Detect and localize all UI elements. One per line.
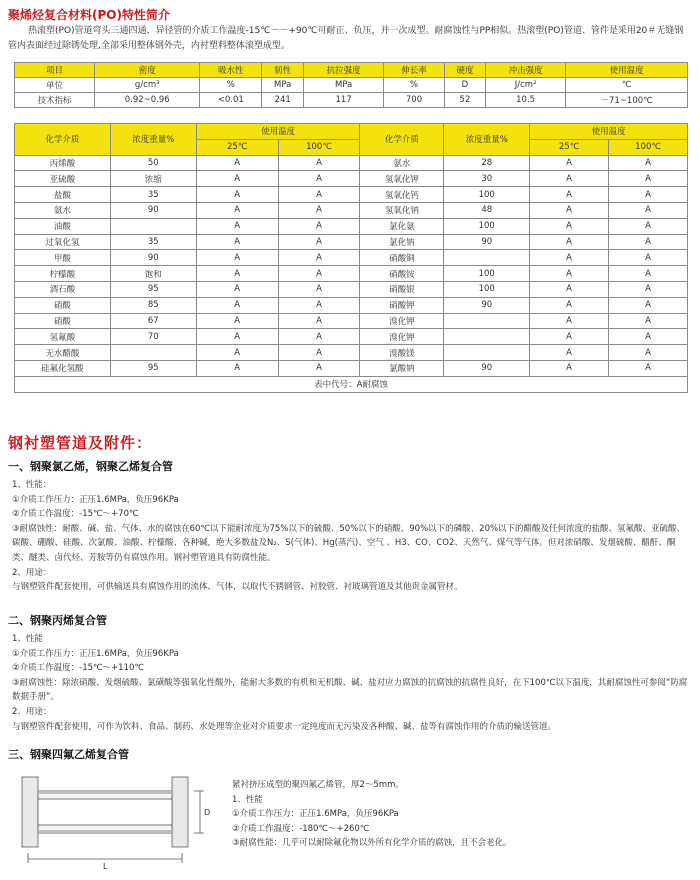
chem-header-100c: 100℃: [609, 139, 688, 155]
chem-footnote-row: [15, 376, 688, 392]
chem-25c: A: [530, 218, 609, 234]
chem-concentration: [110, 218, 196, 234]
chem-medium: 氨水: [360, 155, 444, 171]
chem-medium: 氢氧化钾: [360, 171, 444, 187]
chem-concentration: 95: [110, 281, 196, 297]
chem-medium: 盐酸: [15, 187, 111, 203]
prop-value: 241: [262, 93, 304, 108]
prop-header: 密度: [95, 63, 200, 78]
chem-100c: A: [609, 234, 688, 250]
chem-100c: A: [609, 360, 688, 376]
pipe-liner: [38, 799, 172, 825]
chem-25c: A: [530, 250, 609, 266]
chem-100c: A: [278, 250, 360, 266]
prop-value: 117: [304, 93, 384, 108]
chem-100c: A: [609, 345, 688, 361]
prop-value: 700: [384, 93, 445, 108]
prop-unit: 单位: [15, 78, 95, 93]
diameter-label: D: [204, 808, 211, 817]
section-3-body: [232, 778, 692, 851]
chem-medium: 硝酸钾: [360, 297, 444, 313]
chem-25c: A: [530, 281, 609, 297]
s2-line: 与钢塑管件配套使用，可作为饮料、食品、制药、水处理等企业对介质要求一定纯度而无污染及各种酸、碱、盐等有腐蚀作用的介质的输送管道。: [12, 721, 557, 732]
chem-medium: 氯化钠: [360, 234, 444, 250]
chem-100c: A: [609, 281, 688, 297]
chem-100c: A: [278, 329, 360, 345]
chem-concentration: 90: [110, 250, 196, 266]
s3-line: ③耐腐性能：几乎可以耐除氟化物以外所有化学介质的腐蚀，且不会老化。: [232, 838, 512, 849]
prop-header: 冲击强度: [486, 63, 566, 78]
chem-row: [15, 218, 688, 234]
chem-100c: A: [278, 234, 360, 250]
chem-100c: A: [609, 171, 688, 187]
prop-header: 抗拉强度: [304, 63, 384, 78]
prop-unit: ℃: [566, 78, 688, 93]
prop-header: 韧性: [262, 63, 304, 78]
s3-line: ①介质工作压力：正压1.6MPa，负压96KPa: [232, 809, 399, 820]
section-2-body: [12, 632, 692, 734]
chem-100c: A: [609, 218, 688, 234]
chem-25c: A: [196, 281, 278, 297]
chem-100c: A: [278, 187, 360, 203]
chem-medium: 油酸: [15, 218, 111, 234]
chem-25c: A: [530, 266, 609, 282]
chem-concentration: 浓缩: [110, 171, 196, 187]
chem-medium: 氨水: [15, 202, 111, 218]
chem-medium: 氯化氨: [360, 218, 444, 234]
chem-concentration: [444, 345, 530, 361]
properties-units-row: [15, 78, 688, 93]
chem-25c: A: [196, 187, 278, 203]
chem-concentration: 100: [444, 266, 530, 282]
s1-line: 1、性能：: [12, 480, 52, 490]
po-section-title: 聚烯烃复合材料(PO)特性简介: [8, 8, 170, 22]
prop-header: 使用温度: [566, 63, 688, 78]
prop-value: 技术指标: [15, 93, 95, 108]
section-1-title: 一、钢聚氯乙烯，钢聚乙烯复合管: [8, 460, 173, 473]
prop-header: 硬度: [444, 63, 485, 78]
chem-25c: A: [530, 234, 609, 250]
chem-concentration: 饱和: [110, 266, 196, 282]
chem-25c: A: [530, 313, 609, 329]
chem-header-temperature: 使用温度: [196, 124, 360, 140]
chem-100c: A: [278, 360, 360, 376]
chem-medium: 氢氧化钙: [360, 187, 444, 203]
prop-unit: MPa: [262, 78, 304, 93]
s1-line: ②介质工作温度：-15℃～+70℃: [12, 509, 139, 520]
chem-25c: A: [530, 329, 609, 345]
s1-line: 2、用途：: [12, 567, 52, 578]
chem-medium: 溴酸镁: [360, 345, 444, 361]
chem-row: [15, 329, 688, 345]
properties-values-row: [15, 93, 688, 108]
s2-line: ②介质工作温度：-15℃～+110℃: [12, 663, 144, 674]
chem-medium: 溴化钾: [360, 313, 444, 329]
chem-header-100c: 100℃: [278, 139, 360, 155]
chem-25c: A: [196, 266, 278, 282]
chem-100c: A: [609, 266, 688, 282]
prop-value: <0.01: [200, 93, 262, 108]
chem-header-medium: 化学介质: [15, 124, 111, 156]
chem-medium: 硝酸铜: [360, 250, 444, 266]
chem-medium: 柠檬酸: [15, 266, 111, 282]
chem-concentration: [110, 345, 196, 361]
chem-100c: A: [609, 187, 688, 203]
chem-concentration: 100: [444, 187, 530, 203]
chem-100c: A: [278, 345, 360, 361]
chem-footnote: 表中代号：A耐腐蚀: [15, 376, 688, 392]
prop-unit: g/cm³: [95, 78, 200, 93]
chem-medium: 溴化钾: [360, 329, 444, 345]
chem-row: [15, 297, 688, 313]
chemical-resistance-table: [14, 123, 688, 393]
chem-concentration: [444, 329, 530, 345]
prop-value: 10.5: [486, 93, 566, 108]
chem-100c: A: [278, 218, 360, 234]
chem-concentration: 28: [444, 155, 530, 171]
chem-row: [15, 266, 688, 282]
chem-concentration: 90: [444, 297, 530, 313]
chem-25c: A: [196, 171, 278, 187]
section-1-body: [12, 478, 692, 595]
chem-medium: 氢氧化钠: [360, 202, 444, 218]
chem-concentration: 100: [444, 281, 530, 297]
chem-medium: 氢氟酸: [15, 329, 111, 345]
chem-concentration: 30: [444, 171, 530, 187]
prop-unit: D: [444, 78, 485, 93]
pipe-drawing: [22, 777, 204, 863]
prop-header: 项目: [15, 63, 95, 78]
chem-concentration: 50: [110, 155, 196, 171]
chem-concentration: 95: [110, 360, 196, 376]
properties-header-row: [15, 63, 688, 78]
prop-unit: %: [200, 78, 262, 93]
chem-25c: A: [196, 155, 278, 171]
chem-100c: A: [609, 329, 688, 345]
chem-100c: A: [609, 297, 688, 313]
properties-table: [14, 62, 688, 108]
chem-25c: A: [530, 345, 609, 361]
chem-header-concentration: 浓度重量%: [444, 124, 530, 156]
prop-unit: MPa: [304, 78, 384, 93]
chem-concentration: 35: [110, 234, 196, 250]
chem-row: [15, 202, 688, 218]
s3-line: 1、性能: [232, 794, 263, 805]
left-flange: [22, 777, 38, 847]
prop-value: 0.92~0.96: [95, 93, 200, 108]
chem-100c: A: [278, 202, 360, 218]
chem-25c: A: [530, 187, 609, 203]
chem-header-medium: 化学介质: [360, 124, 444, 156]
fittings-heading: 钢衬塑管道及附件：: [8, 434, 153, 452]
s1-line: ①介质工作压力：正压1.6MPa，负压96KPa: [12, 494, 179, 505]
chem-100c: A: [609, 250, 688, 266]
chem-row: [15, 155, 688, 171]
s1-line: ③耐腐蚀性：耐酸、碱、盐、气体、水的腐蚀在60℃以下能耐浓度为75%以下的硫酸、50%以下的硝酸、90%以下的磷酸、20%以下的醋酸及任何浓度的盐酸、氢氟酸、亚硫酸、碳酸、硼酸、硅酸、次氯酸、油酸、柠檬酸、各种碱，绝大多数盐及N₂、S(气体)、Hg(蒸汽)、空气 、H3、CO、CO2、天然气、煤气等气体。但对浓硝酸、发烟硫酸、醋酐、酮类、醚类、卤代烃、芳胺等仍有腐蚀作用。钢衬塑管道具有防腐性能。: [12, 523, 686, 563]
chem-25c: A: [196, 313, 278, 329]
chem-25c: A: [196, 360, 278, 376]
prop-unit: %: [384, 78, 445, 93]
chem-concentration: [444, 250, 530, 266]
chem-medium: 甲酸: [15, 250, 111, 266]
chem-medium: 无水醋酸: [15, 345, 111, 361]
length-label: L: [103, 862, 108, 871]
chem-concentration: 90: [444, 360, 530, 376]
s2-line: ③耐腐蚀性：除浓硝酸、发烟硫酸、氯磺酸等强氧化性酸外，能耐大多数的有机和无机酸、碱、盐对应力腐蚀的抗腐蚀的抗腐性良好，在下100℃以下温度，其耐腐蚀性可参阅“防腐数据手册”。: [12, 677, 688, 703]
chem-concentration: 90: [110, 202, 196, 218]
chem-medium: 硅氟化氢酸: [15, 360, 111, 376]
lined-pipe-diagram: [18, 765, 218, 875]
chem-header-concentration: 浓度重量%: [110, 124, 196, 156]
chem-100c: A: [278, 297, 360, 313]
chem-medium: 酒石酸: [15, 281, 111, 297]
chem-medium: 亚硫酸: [15, 171, 111, 187]
prop-value: 52: [444, 93, 485, 108]
right-flange: [172, 777, 188, 847]
chem-25c: A: [530, 171, 609, 187]
chem-100c: A: [278, 313, 360, 329]
chem-25c: A: [196, 202, 278, 218]
chem-row: [15, 360, 688, 376]
prop-unit: J/cm²: [486, 78, 566, 93]
chem-100c: A: [278, 266, 360, 282]
prop-header: 伸长率: [384, 63, 445, 78]
chem-medium: 过氧化氢: [15, 234, 111, 250]
chem-concentration: [444, 313, 530, 329]
s2-line: 1、性能: [12, 634, 43, 644]
chem-row: [15, 187, 688, 203]
section-2-title: 二、钢聚丙烯复合管: [8, 614, 107, 627]
chem-100c: A: [278, 281, 360, 297]
section-3-title: 三、钢聚四氟乙烯复合管: [8, 748, 129, 761]
prop-header: 吸水性: [200, 63, 262, 78]
chem-100c: A: [609, 155, 688, 171]
chem-concentration: 85: [110, 297, 196, 313]
s2-line: 2、用途：: [12, 706, 52, 717]
chem-medium: 硝酸铵: [360, 266, 444, 282]
chem-row: [15, 234, 688, 250]
s3-line: 紧衬挤压成型的聚四氟乙烯管，厚2～5mm。: [232, 780, 404, 790]
chem-header-25c: 25℃: [530, 139, 609, 155]
prop-value: －71~100℃: [566, 93, 688, 108]
s2-line: ①介质工作压力：正压1.6MPa，负压96KPa: [12, 648, 179, 659]
chem-25c: A: [196, 297, 278, 313]
chem-medium: 氯酸钠: [360, 360, 444, 376]
chem-row: [15, 281, 688, 297]
chem-row: [15, 250, 688, 266]
chem-100c: A: [609, 313, 688, 329]
chem-concentration: 100: [444, 218, 530, 234]
chem-medium: 丙烯酸: [15, 155, 111, 171]
chem-100c: A: [278, 155, 360, 171]
s1-line: 与钢塑管件配套使用，可供输送具有腐蚀作用的流体、气体，以取代不锈钢管、衬胶管、衬玻璃管道及其他贵金属管材。: [12, 582, 463, 593]
chem-row: [15, 313, 688, 329]
chem-25c: A: [530, 297, 609, 313]
chem-header-25c: 25℃: [196, 139, 278, 155]
chem-medium: 硝酸: [15, 313, 111, 329]
chem-100c: A: [609, 202, 688, 218]
chem-header-temperature: 使用温度: [530, 124, 688, 140]
chem-concentration: 48: [444, 202, 530, 218]
chem-100c: A: [278, 171, 360, 187]
chem-25c: A: [530, 155, 609, 171]
chem-row: [15, 171, 688, 187]
chem-25c: A: [530, 202, 609, 218]
chem-25c: A: [530, 360, 609, 376]
chem-row: [15, 345, 688, 361]
chem-concentration: 90: [444, 234, 530, 250]
chem-25c: A: [196, 234, 278, 250]
chem-25c: A: [196, 329, 278, 345]
chem-concentration: 70: [110, 329, 196, 345]
chem-medium: 硝酸银: [360, 281, 444, 297]
chem-concentration: 35: [110, 187, 196, 203]
s3-line: ②介质工作温度：-180℃～+260℃: [232, 823, 370, 834]
chem-table-body: [15, 155, 688, 376]
chem-25c: A: [196, 218, 278, 234]
chem-25c: A: [196, 250, 278, 266]
chem-header-row: [15, 124, 688, 140]
chem-concentration: 67: [110, 313, 196, 329]
po-intro-paragraph: 热滚塑(PO)管道弯头三通四通、异径管的介质工作温度-15℃－－+90℃可耐正、负压，并一次成型。耐腐蚀性与PP相似。热滚塑(PO)管道、管件是采用20＃无缝钢管内表面经过除锈处理,全部采用整体钢外壳，内衬塑料整体滚塑成型。: [8, 26, 684, 51]
chem-medium: 硝酸: [15, 297, 111, 313]
chem-25c: A: [196, 345, 278, 361]
